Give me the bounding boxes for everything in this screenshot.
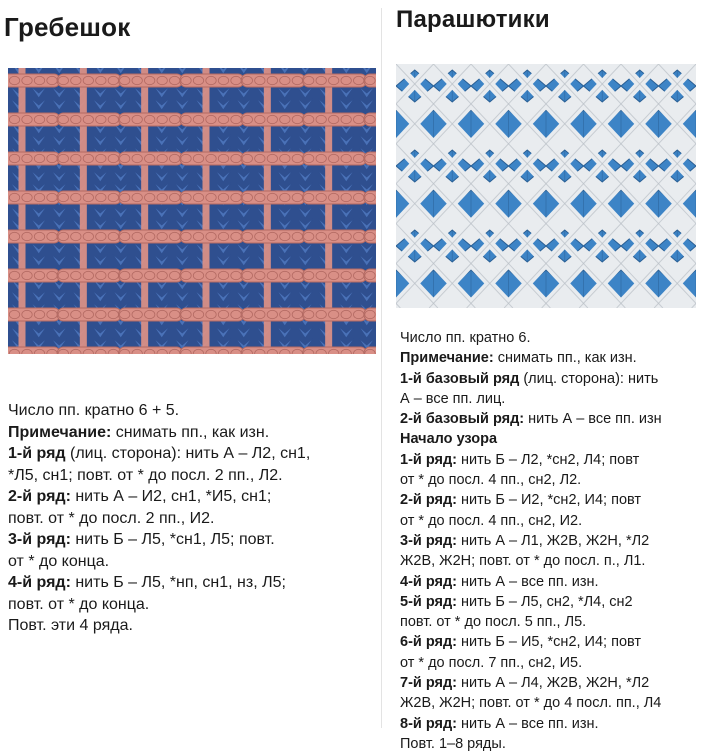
instruction-line: [8, 400, 310, 422]
parashyutiki-swatch-svg: [396, 64, 696, 308]
instruction-line: [400, 409, 662, 429]
column-divider: [381, 8, 382, 728]
row-label: 2-й ряд:: [8, 488, 71, 505]
grebeshok-swatch-image: [8, 68, 376, 354]
row-text: нить Б – И2, *сн2, И4; повт: [457, 492, 642, 509]
row-text: нить Б – Л5, *сн1, Л5; повт.: [70, 531, 275, 548]
row-text: (лиц. сторона): нить: [519, 370, 659, 387]
instruction-line: [8, 422, 310, 444]
row-label: 6-й ряд:: [400, 634, 457, 651]
row-text: Число пп. кратно 6.: [400, 330, 531, 346]
instruction-line: [8, 443, 310, 465]
instruction-line: [400, 348, 662, 368]
row-text: нить Б – Л2, *сн2, Л4; повт: [457, 451, 640, 468]
instruction-line: [400, 328, 662, 348]
instruction-line: [400, 693, 662, 713]
row-text: от * до посл. 4 пп., сн2, Л2.: [400, 472, 582, 489]
row-text: от * до посл. 4 пп., сн2, И2.: [400, 512, 583, 529]
row-text: нить Б – И5, *сн2, И4; повт: [457, 634, 642, 651]
instruction-line: [8, 594, 310, 616]
instruction-line: [8, 486, 310, 508]
row-text: нить А – И2, сн1, *И5, сн1;: [70, 488, 272, 505]
row-text: от * до посл. 7 пп., сн2, И5.: [400, 654, 583, 671]
row-label: 3-й ряд:: [8, 531, 71, 548]
instruction-line: [400, 632, 662, 652]
row-text: повт. от * до посл. 2 пп., И2.: [8, 509, 215, 527]
row-text: нить А – Л4, Ж2В, Ж2Н, *Л2: [457, 675, 650, 692]
instruction-line: [8, 508, 310, 530]
instruction-line: [400, 551, 662, 571]
instruction-line: [400, 450, 662, 470]
instruction-line: [400, 592, 662, 612]
row-text: снимать пп., как изн.: [493, 350, 637, 367]
row-text: Ж2В, Ж2Н; повт. от * до посл. п., Л1.: [400, 553, 646, 570]
row-label: 1-й ряд: [8, 445, 66, 462]
row-label: Примечание:: [8, 423, 112, 441]
instruction-line: [400, 653, 662, 673]
row-text: снимать пп., как изн.: [111, 423, 270, 441]
row-label: 4-й ряд:: [8, 574, 71, 591]
row-label: 8-й ряд:: [400, 715, 457, 732]
parashyutiki-swatch-image: [396, 64, 696, 308]
pattern-title-parashyutiki: Парашютики: [396, 6, 550, 33]
instruction-line: [8, 529, 310, 551]
instruction-line: [400, 470, 662, 490]
row-text: Повт. эти 4 ряда.: [8, 617, 133, 634]
row-text: Ж2В, Ж2Н; повт. от * до 4 посл. пп., Л4: [400, 695, 662, 712]
row-label: Примечание:: [400, 350, 494, 367]
parashyutiki-instructions: [400, 328, 662, 754]
row-text: нить Б – Л5, *нп, сн1, нз, Л5;: [70, 574, 286, 591]
instruction-line: [400, 429, 662, 449]
row-text: нить А – все пп. изн.: [457, 573, 599, 590]
instruction-line: [8, 551, 310, 573]
row-label: 3-й ряд:: [400, 532, 457, 549]
row-text: повт. от * до посл. 5 пп., Л5.: [400, 614, 587, 631]
grebeshok-instructions: [8, 400, 310, 637]
row-text: нить А – все пп. изн: [524, 411, 662, 428]
row-label: 1-й базовый ряд: [400, 370, 520, 387]
row-text: (лиц. сторона): нить А – Л2, сн1,: [65, 445, 311, 462]
row-text: Число пп. кратно 6 + 5.: [8, 402, 180, 419]
row-text: нить А – Л1, Ж2В, Ж2Н, *Л2: [457, 532, 650, 549]
row-label: 4-й ряд:: [400, 573, 457, 590]
row-label: 1-й ряд:: [400, 451, 457, 468]
instruction-line: [400, 673, 662, 693]
row-label: 2-й базовый ряд:: [400, 411, 525, 428]
row-text: повт. от * до конца.: [8, 595, 150, 613]
instruction-line: [400, 734, 662, 754]
instruction-line: [8, 615, 310, 637]
instruction-line: [400, 714, 662, 734]
grebeshok-swatch-svg: [8, 68, 376, 354]
instruction-line: [8, 572, 310, 594]
row-label: 2-й ряд:: [400, 492, 457, 509]
instruction-line: [400, 490, 662, 510]
row-label: 5-й ряд:: [400, 593, 457, 610]
row-text: от * до конца.: [8, 552, 110, 570]
row-label: 7-й ряд:: [400, 675, 457, 692]
row-text: Повт. 1–8 ряды.: [400, 735, 506, 752]
pattern-title-grebeshok: Гребешок: [4, 12, 131, 42]
instruction-line: [400, 572, 662, 592]
instruction-line: [400, 389, 662, 409]
instruction-line: [400, 531, 662, 551]
row-text: нить Б – Л5, сн2, *Л4, сн2: [457, 593, 633, 610]
instruction-line: [400, 369, 662, 389]
row-text: *Л5, сн1; повт. от * до посл. 2 пп., Л2.: [8, 466, 283, 484]
row-label: Начало узора: [400, 431, 498, 448]
instruction-line: [400, 612, 662, 632]
row-text: нить А – все пп. изн.: [457, 715, 599, 732]
row-text: А – все пп. лиц.: [400, 390, 506, 407]
instruction-line: [400, 511, 662, 531]
instruction-line: [8, 465, 310, 487]
